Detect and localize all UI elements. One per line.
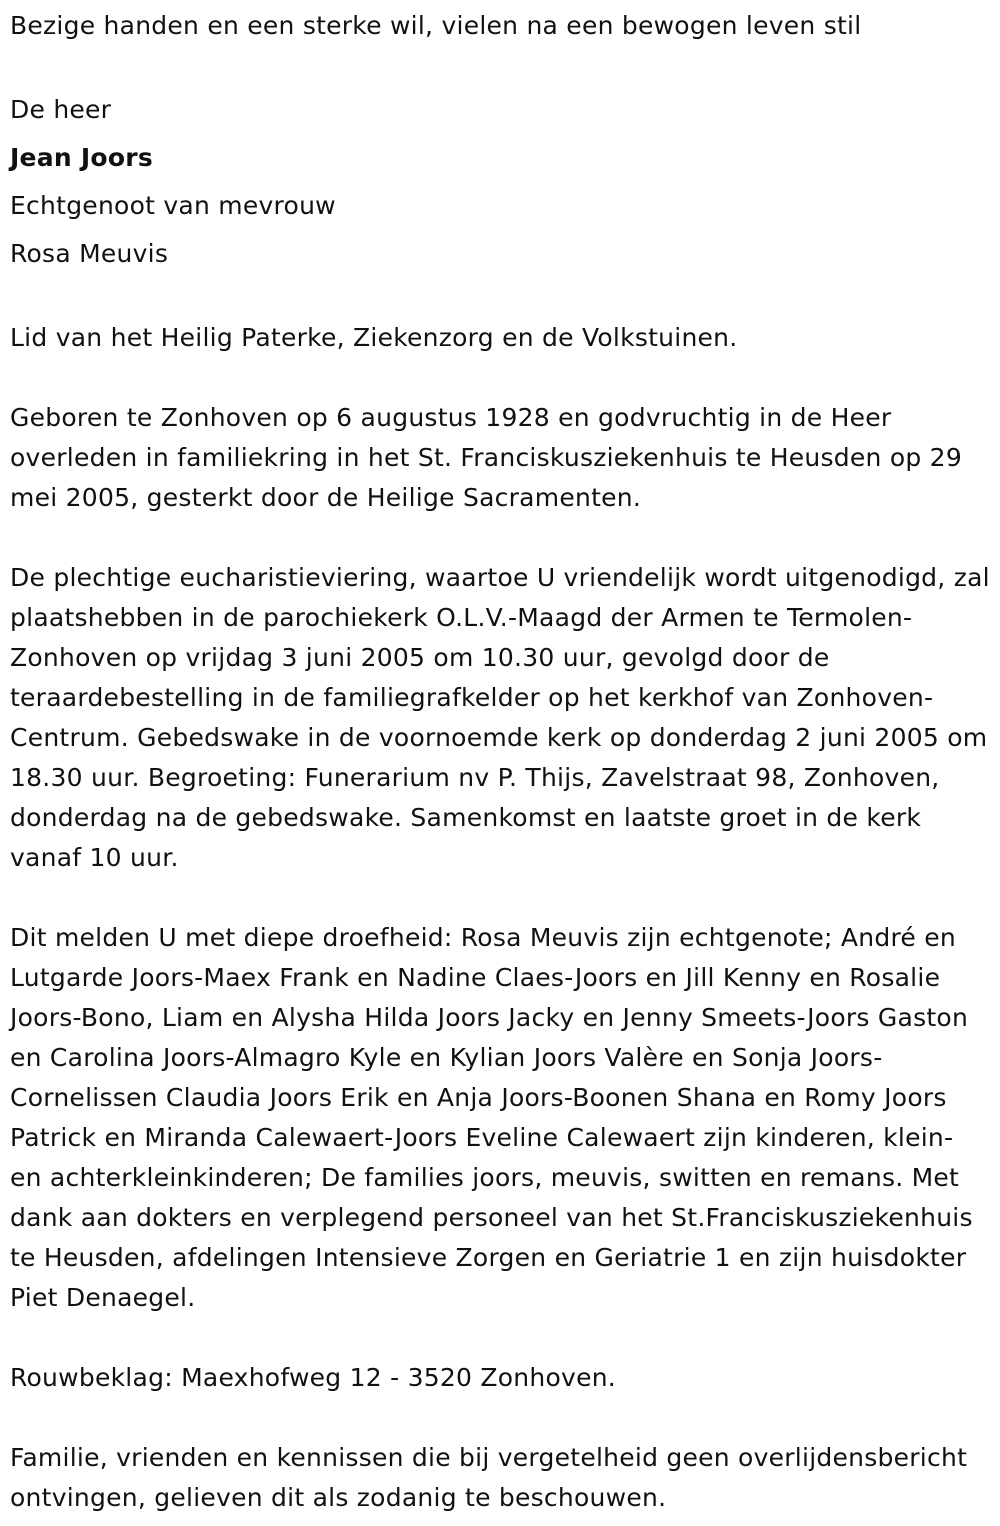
deceased-name: Jean Joors <box>10 143 153 172</box>
spouse-label: Echtgenoot van mevrouw <box>10 191 336 220</box>
ceremony-paragraph: De plechtige eucharistieviering, waartoe U vriendelijk wordt uitgenodigd, zal plaatshebben in de parochiekerk O.L.V.-Maagd der Armen te Termolen-Zonhoven op vrijdag 3 juni 2005 om 10.30 uur, gevolgd door de teraardebestelling in de familiegrafkelder op het kerkhof van Zonhoven-Centrum. Gebedswake in de voornoemde kerk op donderdag 2 juni 2005 om 18.30 uur. Begroeting: Funerarium nv P. Thijs, Zavelstraat 98, Zonhoven, donderdag na de gebedswake. Samenkomst en laatste groet in de kerk vanaf 10 uur. <box>10 563 990 872</box>
obituary-document <box>10 6 992 1518</box>
spouse-name: Rosa Meuvis <box>10 239 169 268</box>
motto-text: Bezige handen en een sterke wil, vielen na een bewogen leven stil <box>10 11 862 40</box>
condolence-address: Rouwbeklag: Maexhofweg 12 - 3520 Zonhoven. <box>10 1363 617 1392</box>
name-block <box>10 86 992 278</box>
announcement-paragraph: Dit melden U met diepe droefheid: Rosa Meuvis zijn echtgenote; André en Lutgarde Joors-Maex Frank en Nadine Claes-Joors en Jill Kenny en Rosalie Joors-Bono, Liam en Alysha Hilda Joors Jacky en Jenny Smeets-Joors Gaston en Carolina Joors-Almagro Kyle en Kylian Joors Valère en Sonja Joors-Cornelissen Claudia Joors Erik en Anja Joors-Boonen Shana en Romy Joors Patrick en Miranda Calewaert-Joors Eveline Calewaert zijn kinderen, klein- en achterkleinkinderen; De families joors, meuvis, switten en remans. Met dank aan dokters en verplegend personeel van het St.Franciskusziekenhuis te Heusden, afdelingen Intensieve Zorgen en Geriatrie 1 en zijn huisdokter Piet Denaegel. <box>10 923 973 1312</box>
birth-death-paragraph: Geboren te Zonhoven op 6 augustus 1928 en godvruchtig in de Heer overleden in familiekring in het St. Franciskusziekenhuis te Heusden op 29 mei 2005, gesterkt door de Heilige Sacramenten. <box>10 403 962 512</box>
title-prefix: De heer <box>10 95 112 124</box>
closing-paragraph: Familie, vrienden en kennissen die bij vergetelheid geen overlijdensbericht ontvingen, gelieven dit als zodanig te beschouwen. <box>10 1443 968 1512</box>
membership-paragraph: Lid van het Heilig Paterke, Ziekenzorg en de Volkstuinen. <box>10 323 738 352</box>
